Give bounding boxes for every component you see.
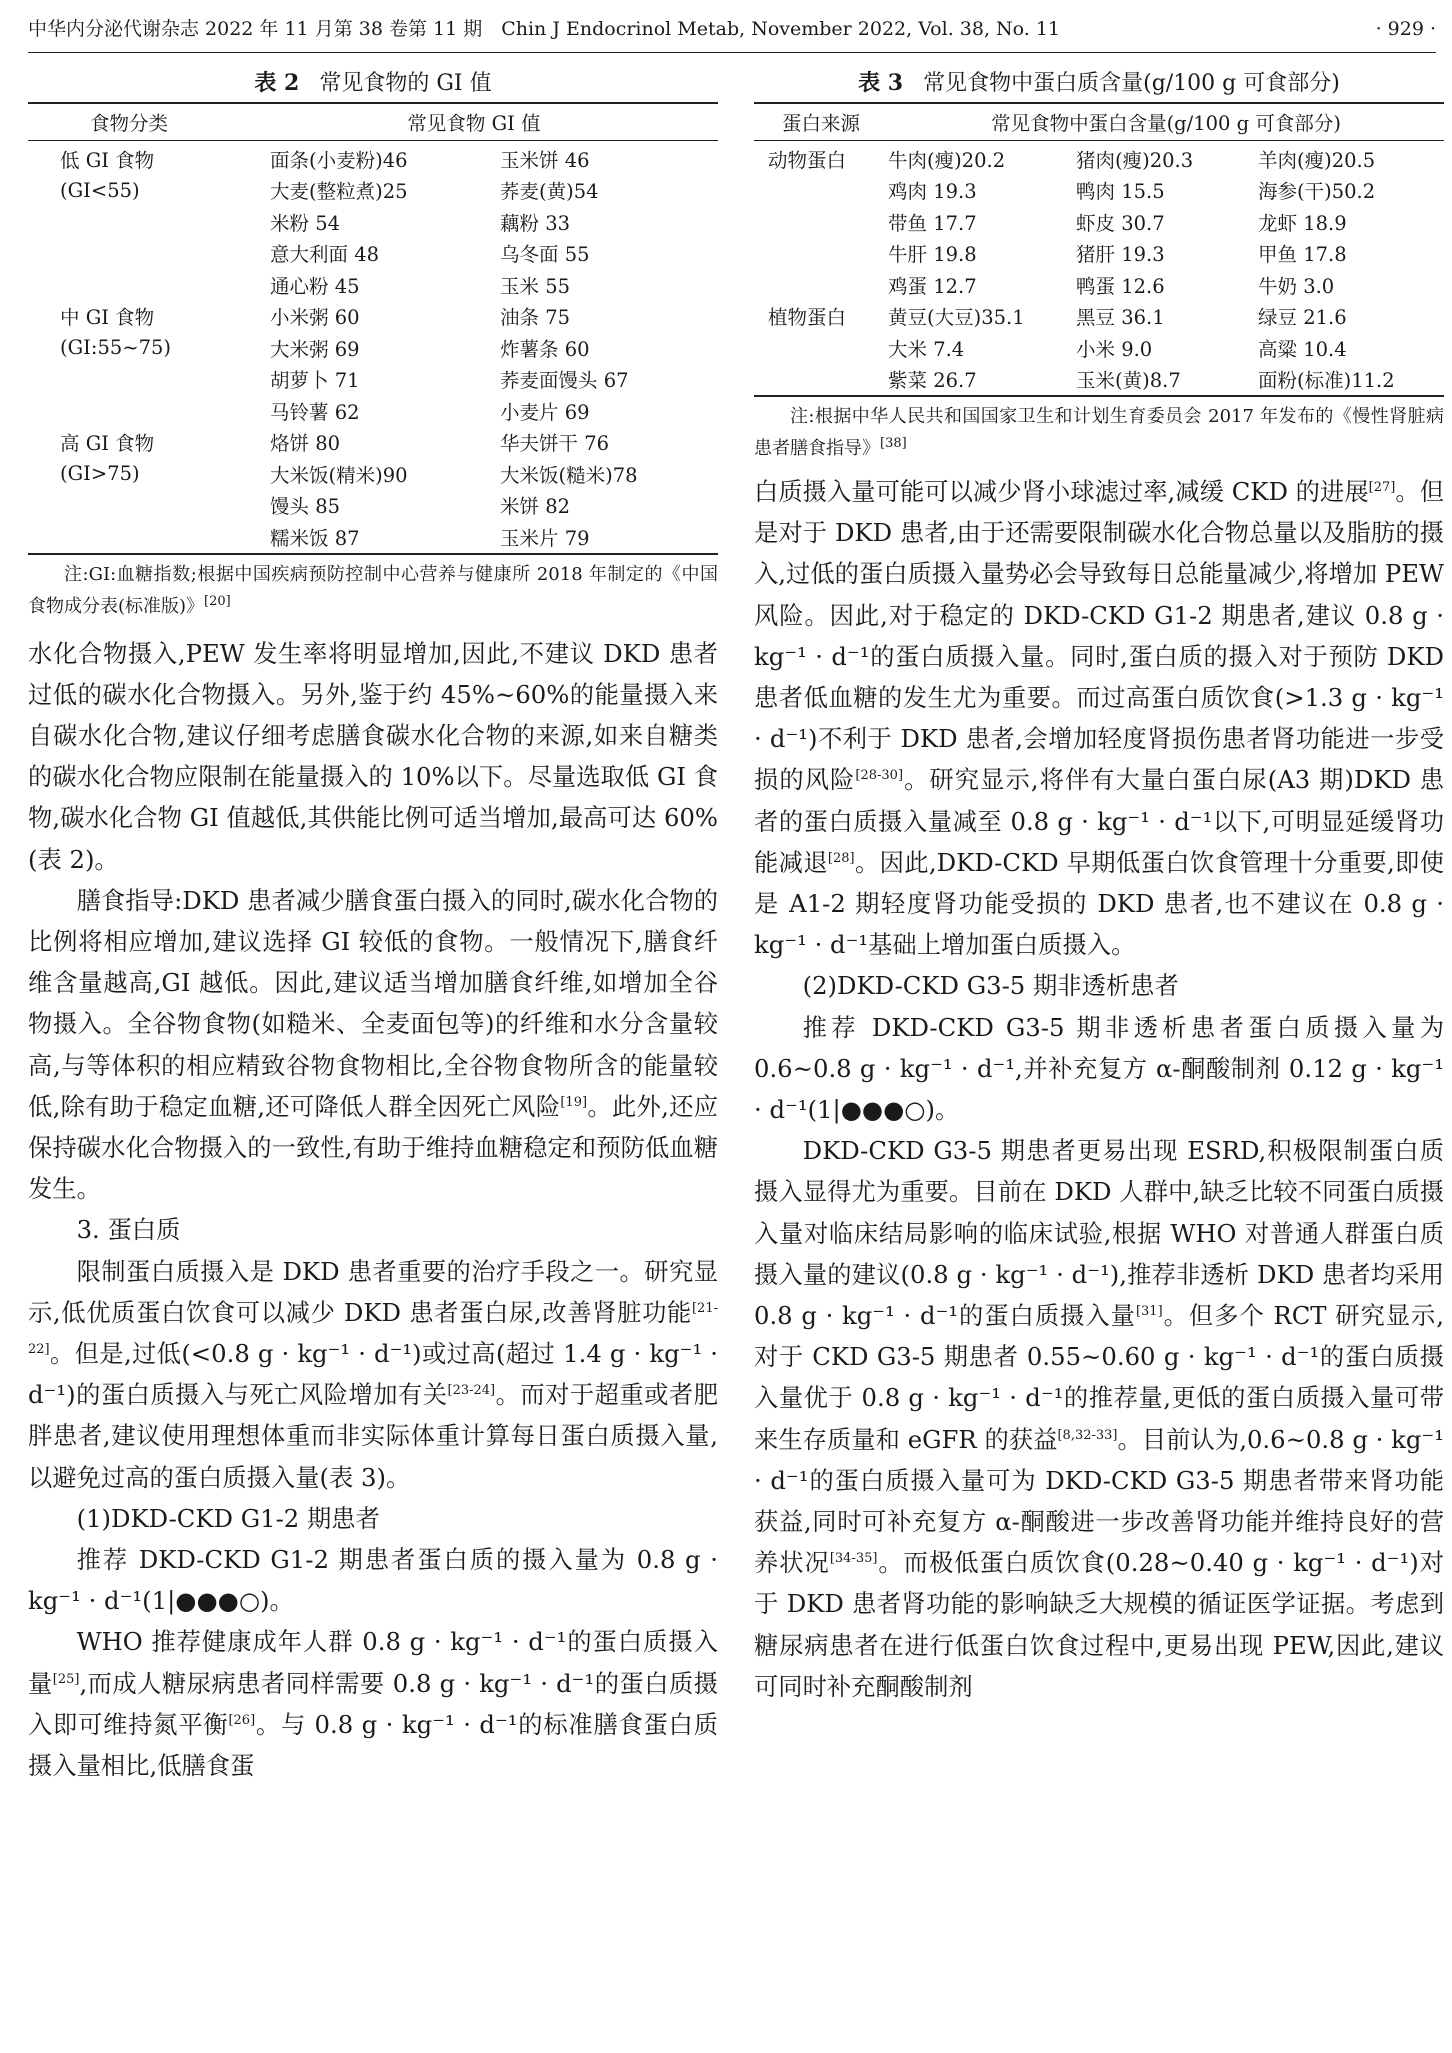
table2-title: 常见食物的 GI 值 — [319, 71, 492, 96]
table-cell: 动物蛋白 — [768, 148, 847, 172]
table-cell: 猪肝 19.3 — [1076, 243, 1165, 267]
text: 。但是对于 DKD 患者,由于还需要限制碳水化合物总量以及脂肪的摄入,过低的蛋白质摄入量势必会导致每日总能量减少,将增加 PEW 风险。因此,对于稳定的 DKD-CKD G1-2 期患者,建议 0.8 g · kg⁻¹ · d⁻¹的蛋白质摄入量。同时,蛋白质的摄入对于预防 DKD 患者低血糖的发生尤为重要。而过高蛋白质饮食(>1.3 g · kg⁻¹ · d⁻¹)不利于 DKD 患者,会增加轻度肾损伤患者肾功能进一步受损的风险 — [754, 477, 1445, 795]
table-row — [754, 238, 1444, 270]
table-cell: 胡萝卜 71 — [270, 369, 360, 393]
table-cell — [28, 521, 230, 554]
left-column — [28, 66, 718, 1786]
table-cell: 大麦(整粒煮)25 — [270, 180, 408, 204]
table-row — [28, 458, 718, 490]
table-row — [754, 269, 1444, 301]
citation-ref: [19] — [560, 1094, 588, 1110]
table-cell — [28, 269, 230, 301]
table3-label: 表 3 — [858, 70, 904, 96]
text: 膳食指导:DKD 患者减少膳食蛋白摄入的同时,碳水化合物的比例将相应增加,建议选择 GI 较低的食物。一般情况下,膳食纤维含量越高,GI 越低。因此,建议适当增加膳食纤维,如增加全谷物摄入。全谷物食物(如糙米、全麦面包等)的纤维和水分含量较高,与等体积的相应精致谷物食物相比,全谷物食物所含的能量较低,除有助于稳定血糖,还可降低人群全因死亡风险 — [28, 885, 718, 1121]
table2-gi-values — [28, 102, 718, 555]
text: 。而对于超重或者肥胖患者,建议使用理想体重而非实际体重计算每日蛋白质摄入量,以避免过高的蛋白质摄入量(表 3)。 — [28, 1380, 718, 1492]
table-cell: 鸭蛋 12.6 — [1076, 274, 1165, 298]
table-cell: 荞麦面馒头 67 — [500, 369, 629, 393]
table-cell: (GI:55~75) — [60, 336, 172, 360]
text: WHO 推荐健康成年人群 0.8 g · kg⁻¹ · d⁻¹的蛋白质摄入量 — [28, 1627, 718, 1698]
table-cell: 小麦片 69 — [500, 400, 590, 424]
table2-label: 表 2 — [254, 70, 300, 96]
table-cell: 鸭肉 15.5 — [1076, 180, 1165, 204]
table-cell: 高粱 10.4 — [1258, 337, 1347, 361]
table-cell: (GI<55) — [60, 178, 140, 202]
table-cell — [754, 364, 888, 397]
table-cell: 牛肝 19.8 — [888, 243, 977, 267]
paragraph — [28, 880, 718, 1210]
citation-ref: [20] — [204, 593, 231, 609]
text: 。目前认为,0.6~0.8 g · kg⁻¹ · d⁻¹的蛋白质摄入量可为 DKD-CKD G3-5 期患者带来肾功能获益,同时可补充复方 α-酮酸进一步改善肾功能并维持良好的营养状况 — [754, 1424, 1444, 1578]
table-row — [754, 141, 1444, 175]
table-cell: 通心粉 45 — [270, 274, 360, 298]
table-row — [754, 364, 1444, 397]
table-cell: 鸡蛋 12.7 — [888, 274, 977, 298]
journal-citation: 中华内分泌代谢杂志 2022 年 11 月第 38 卷第 11 期 Chin J Endocrinol Metab, November 2022, Vol. 38, No. 11 — [28, 18, 1061, 40]
table3-title: 常见食物中蛋白质含量(g/100 g 可食部分) — [923, 71, 1340, 96]
paragraph — [28, 1621, 718, 1786]
section-heading: 3. 蛋白质 — [76, 1215, 181, 1245]
table2-header-values: 常见食物 GI 值 — [230, 103, 718, 141]
table-row — [28, 301, 718, 333]
table-cell: 玉米(黄)8.7 — [1076, 364, 1258, 397]
page-number: · 929 · — [1375, 18, 1436, 40]
table-cell: 炸薯条 60 — [500, 337, 590, 361]
citation-ref: [34-35] — [829, 1551, 878, 1567]
table-row — [28, 521, 718, 554]
table-cell: 玉米片 79 — [500, 521, 718, 554]
table-cell: 玉米 55 — [500, 274, 571, 298]
table2-note-text: 注:GI:血糖指数;根据中国疾病预防控制中心营养与健康所 2018 年制定的《中国食物成分表(标准版)》 — [28, 563, 718, 617]
citation-ref: [28] — [827, 850, 855, 866]
paragraph — [754, 1130, 1444, 1707]
table2-body — [28, 141, 718, 554]
citation-ref: [21-22] — [28, 1300, 718, 1357]
table-cell: 高 GI 食物 — [60, 432, 155, 456]
table-cell: 鸡肉 19.3 — [888, 180, 977, 204]
text: 。与 0.8 g · kg⁻¹ · d⁻¹的标准膳食蛋白质摄入量相比,低膳食蛋 — [28, 1709, 718, 1780]
citation-ref: [28-30] — [855, 768, 904, 784]
table-row — [754, 301, 1444, 333]
text: ,而成人糖尿病患者同样需要 0.8 g · kg⁻¹ · d⁻¹的蛋白质摄入即可维持氮平衡 — [28, 1668, 718, 1739]
table-cell: (GI>75) — [60, 462, 140, 486]
table-row — [754, 332, 1444, 364]
table-cell: 牛肉(瘦)20.2 — [888, 148, 1006, 172]
paragraph — [754, 471, 1444, 965]
table-cell: 大米饭(糙米)78 — [500, 463, 638, 487]
table-cell: 黑豆 36.1 — [1076, 306, 1165, 330]
table-cell: 大米粥 69 — [270, 337, 360, 361]
table-row — [28, 238, 718, 270]
text: 。研究显示,将伴有大量白蛋白尿(A3 期)DKD 患者的蛋白质摄入量减至 0.8 g · kg⁻¹ · d⁻¹以下,可明显延缓肾功能减退 — [754, 765, 1445, 877]
table3-protein-content — [754, 102, 1444, 397]
table-cell: 马铃薯 62 — [270, 400, 360, 424]
table-cell: 甲鱼 17.8 — [1258, 243, 1347, 267]
table-row — [28, 269, 718, 301]
table-cell: 意大利面 48 — [270, 243, 380, 267]
table-row — [754, 206, 1444, 238]
recommendation: 推荐 DKD-CKD G1-2 期患者蛋白质的摄入量为 0.8 g · kg⁻¹ · d⁻¹(1|●●●○)。 — [28, 1544, 718, 1616]
table3-header-values: 常见食物中蛋白含量(g/100 g 可食部分) — [888, 103, 1444, 141]
table-cell: 带鱼 17.7 — [888, 211, 977, 235]
table-row — [28, 395, 718, 427]
table-cell: 低 GI 食物 — [60, 148, 155, 172]
table-row — [28, 141, 718, 175]
table-cell: 黄豆(大豆)35.1 — [888, 306, 1025, 330]
table-row — [28, 332, 718, 364]
table-cell: 面条(小麦粉)46 — [270, 148, 408, 172]
text: 限制蛋白质摄入是 DKD 患者重要的治疗手段之一。研究显示,低优质蛋白饮食可以减少 DKD 患者蛋白尿,改善肾脏功能 — [28, 1256, 718, 1327]
table-cell: 小米 9.0 — [1076, 337, 1153, 361]
table-cell: 糯米饭 87 — [230, 521, 500, 554]
recommendation: 推荐 DKD-CKD G3-5 期非透析患者蛋白质摄入量为 0.6~0.8 g · kg⁻¹ · d⁻¹,并补充复方 α-酮酸制剂 0.12 g · kg⁻¹ · d⁻¹(1|●●●○)。 — [754, 1012, 1444, 1125]
table3-header-source: 蛋白来源 — [754, 103, 888, 141]
subsection-heading: (1)DKD-CKD G1-2 期患者 — [76, 1503, 380, 1533]
text: 。但是,过低(<0.8 g · kg⁻¹ · d⁻¹)或过高(超过 1.4 g · kg⁻¹ · d⁻¹)的蛋白质摄入与死亡风险增加有关 — [28, 1338, 718, 1410]
table-cell: 绿豆 21.6 — [1258, 306, 1347, 330]
table-cell: 海参(干)50.2 — [1258, 180, 1376, 204]
table-cell: 米饼 82 — [500, 495, 571, 519]
table-cell — [754, 332, 888, 364]
table-cell: 虾皮 30.7 — [1076, 211, 1165, 235]
table-cell: 龙虾 18.9 — [1258, 211, 1347, 235]
table2-note — [28, 559, 718, 623]
paragraph — [28, 1251, 718, 1498]
table3-body — [754, 141, 1444, 397]
table2-header-category: 食物分类 — [28, 103, 230, 141]
subsection-heading: (2)DKD-CKD G3-5 期非透析患者 — [802, 971, 1179, 1001]
table-cell: 猪肉(瘦)20.3 — [1076, 148, 1194, 172]
citation-ref: [8,32-33] — [1057, 1427, 1118, 1443]
table-cell: 藕粉 33 — [500, 211, 571, 235]
table-row — [28, 427, 718, 459]
citation-ref: [31] — [1135, 1303, 1163, 1319]
citation-ref: [27] — [1368, 479, 1396, 495]
table-cell — [754, 269, 888, 301]
table-cell — [28, 238, 230, 270]
right-column — [754, 66, 1444, 1707]
text: 。因此,DKD-CKD 早期低蛋白饮食管理十分重要,即使是 A1-2 期轻度肾功能受损的 DKD 患者,也不建议在 0.8 g · kg⁻¹ · d⁻¹基础上增加蛋白质摄入。 — [754, 847, 1444, 960]
table-cell: 羊肉(瘦)20.5 — [1258, 148, 1376, 172]
citation-ref: [25] — [52, 1671, 80, 1687]
table-cell: 紫菜 26.7 — [888, 364, 1076, 397]
text: 。此外,还应保持碳水化合物摄入的一致性,有助于维持血糖稳定和预防低血糖发生。 — [28, 1091, 718, 1204]
table-cell: 玉米饼 46 — [500, 148, 590, 172]
text: DKD-CKD G3-5 期患者更易出现 ESRD,积极限制蛋白质摄入显得尤为重要。目前在 DKD 人群中,缺乏比较不同蛋白质摄入量对临床结局影响的临床试验,根据 WHO 对普通人群蛋白质摄入量的建议(0.8 g · kg⁻¹ · d⁻¹),推荐非透析 DKD 患者均采用 0.8 g · kg⁻¹ · d⁻¹的蛋白质摄入量 — [754, 1136, 1444, 1331]
table-cell: 烙饼 80 — [270, 432, 341, 456]
table-cell: 小米粥 60 — [270, 306, 360, 330]
table-cell: 荞麦(黄)54 — [500, 180, 599, 204]
table-cell — [28, 206, 230, 238]
table-cell: 中 GI 食物 — [60, 306, 155, 330]
table-cell: 乌冬面 55 — [500, 243, 590, 267]
table-cell — [754, 175, 888, 207]
citation-ref: [26] — [228, 1712, 256, 1728]
citation-ref: [38] — [880, 436, 907, 451]
table-row — [28, 206, 718, 238]
table-cell — [28, 364, 230, 396]
table-row — [28, 175, 718, 207]
table-row — [28, 490, 718, 522]
table-cell: 牛奶 3.0 — [1258, 274, 1335, 298]
table-cell: 面粉(标准)11.2 — [1258, 364, 1444, 397]
table-cell — [28, 395, 230, 427]
table-cell — [754, 238, 888, 270]
table-row — [754, 175, 1444, 207]
citation-ref: [23-24] — [447, 1383, 496, 1399]
header-rule — [28, 52, 1436, 53]
table-cell: 馒头 85 — [270, 495, 341, 519]
table-cell: 米粉 54 — [270, 211, 341, 235]
table-cell — [754, 206, 888, 238]
table-row — [28, 364, 718, 396]
running-header — [0, 14, 1452, 44]
paragraph: 水化合物摄入,PEW 发生率将明显增加,因此,不建议 DKD 患者过低的碳水化合物摄入。另外,鉴于约 45%~60%的能量摄入来自碳水化合物,建议仔细考虑膳食碳水化合物的来源,如来自糖类的碳水化合物应限制在能量摄入的 10%以下。尽量选取低 GI 食物,碳水化合物 GI 值越低,其供能比例可适当增加,最高可达 60%(表 2)。 — [28, 638, 718, 874]
text: 。但多个 RCT 研究显示,对于 CKD G3-5 期患者 0.55~0.60 g · kg⁻¹ · d⁻¹的蛋白质摄入量优于 0.8 g · kg⁻¹ · d⁻¹的推荐量,更低的蛋白质摄入量可带来生存质量和 eGFR 的获益 — [754, 1301, 1445, 1454]
table-cell — [28, 490, 230, 522]
table3-caption — [754, 66, 1444, 102]
text: 。而极低蛋白质饮食(0.28~0.40 g · kg⁻¹ · d⁻¹)对于 DKD 患者肾功能的影响缺乏大规模的循证医学证据。考虑到糖尿病患者在进行低蛋白饮食过程中,更易出现 PEW,因此,建议可同时补充酮酸制剂 — [754, 1548, 1445, 1701]
table3-note — [754, 401, 1444, 465]
table-cell: 大米饭(精米)90 — [270, 463, 408, 487]
table2-caption — [28, 66, 718, 102]
table-cell: 华夫饼干 76 — [500, 432, 610, 456]
table3-note-text: 注:根据中华人民共和国国家卫生和计划生育委员会 2017 年发布的《慢性肾脏病患者膳食指导》 — [754, 406, 1444, 459]
text: 白质摄入量可能可以减少肾小球滤过率,减缓 CKD 的进展 — [754, 477, 1369, 506]
table-cell: 油条 75 — [500, 306, 571, 330]
table-cell: 大米 7.4 — [888, 337, 965, 361]
table-cell: 植物蛋白 — [768, 306, 847, 330]
